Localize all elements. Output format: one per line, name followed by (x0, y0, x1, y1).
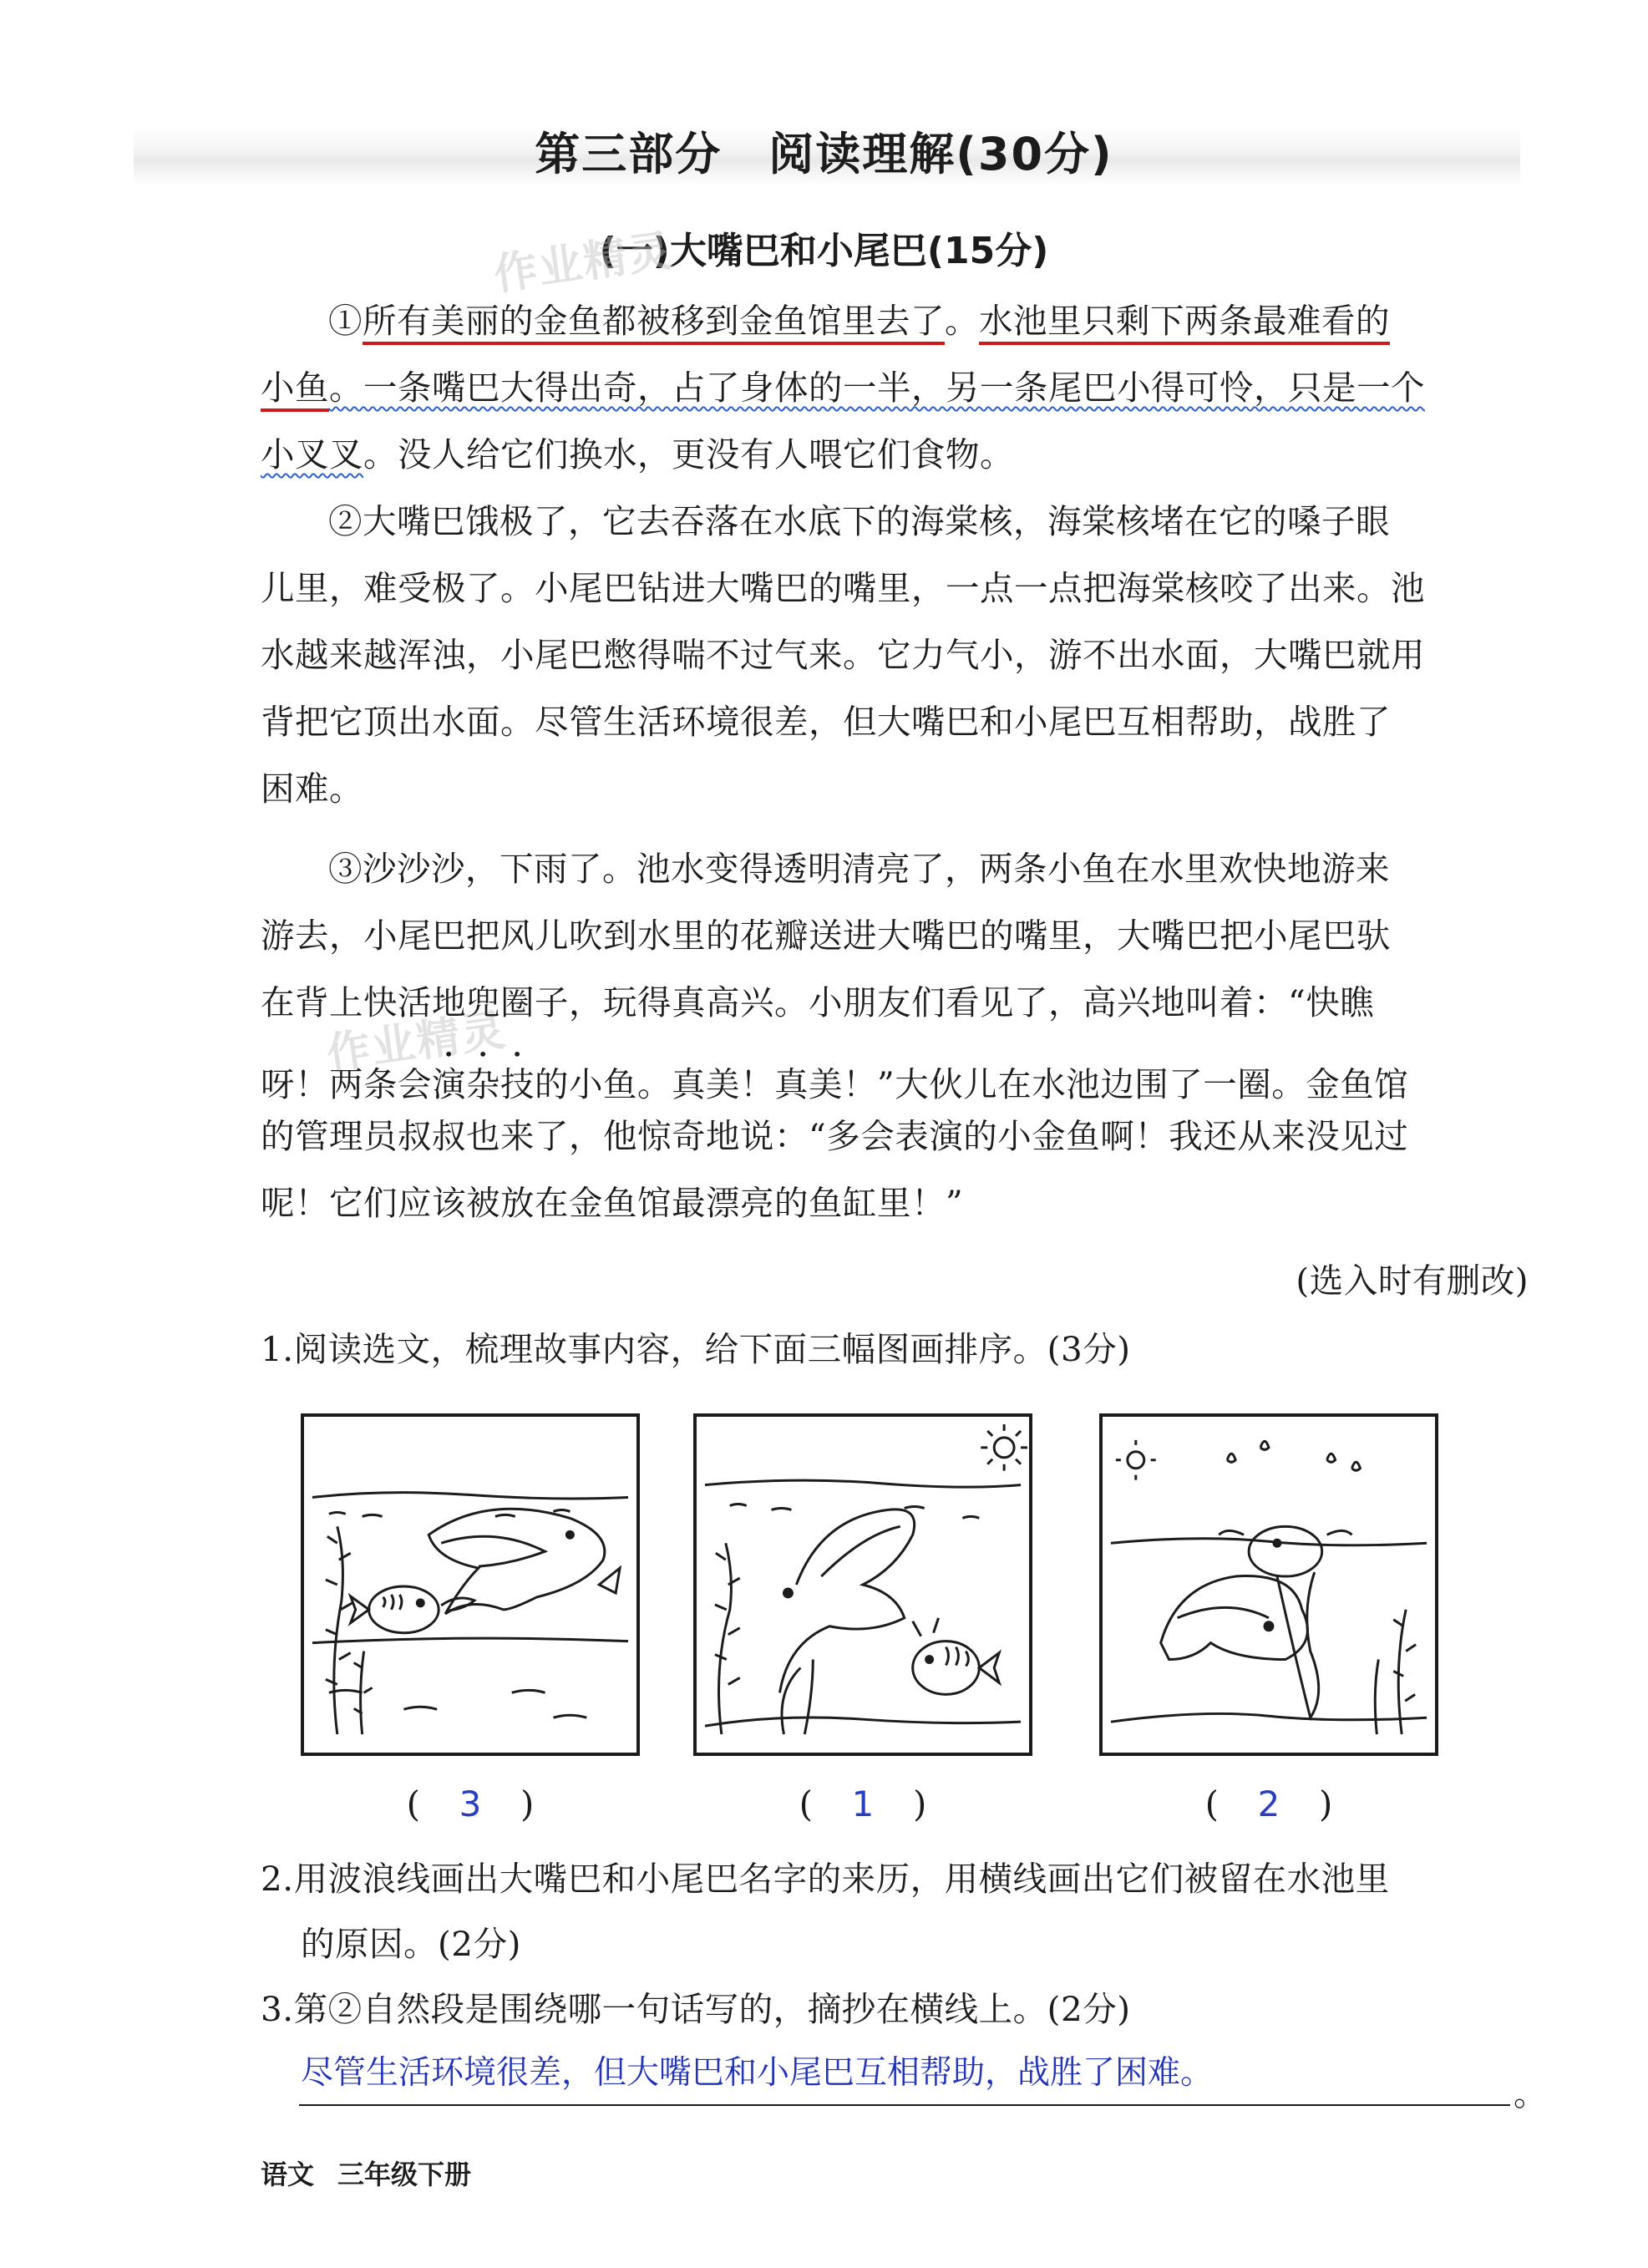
p3-line-2: 游去，小尾巴把风儿吹到水里的花瓣送进大嘴巴的嘴里，大嘴巴把小尾巴驮 (261, 916, 1391, 956)
p3-line-3: 在背上快活地兜圈子，玩得真高兴。小朋友们看见了，高兴地叫着：“快瞧 (261, 982, 1375, 1022)
p3-line-1: ③沙沙沙，下雨了。池水变得透明清亮了，两条小鱼在水里欢快地游来 (328, 849, 1390, 889)
section-title: 第三部分 阅读理解(30分) (535, 128, 1113, 180)
subject-label: 语文 (261, 2159, 315, 2190)
para-marker: ① (328, 301, 363, 341)
paren: ) (913, 1783, 927, 1824)
p1-line-1 (328, 296, 1598, 346)
page-footer (261, 2154, 471, 2195)
paren: ( (1204, 1783, 1219, 1824)
emphasis-dotted-text: 演杂技 (432, 1064, 535, 1104)
red-underlined-text: 小鱼 (261, 368, 329, 412)
answer-slot (370, 1779, 570, 1829)
p2-line-5: 困难。 (261, 769, 363, 809)
answer-slot (763, 1779, 963, 1829)
source-note: (选入时有删改) (1296, 1261, 1529, 1301)
red-underlined-text: 所有美丽的金鱼都被移到金鱼馆里去了 (363, 301, 945, 345)
question-1: 1.阅读选文，梳理故事内容，给下面三幅图画排序。(3分) (261, 1329, 1131, 1369)
paren: ) (520, 1783, 535, 1824)
wavy-underlined-text: 小叉叉 (261, 434, 363, 474)
p2-line-4: 背把它顶出水面。尽管生活环境很差，但大嘴巴和小尾巴互相帮助，战胜了 (261, 702, 1391, 742)
story-picture-2 (693, 1413, 1032, 1756)
paren: ( (406, 1783, 420, 1824)
p1-line-3 (261, 429, 1530, 479)
grade-label: 三年级下册 (337, 2159, 472, 2190)
p3-line-5: 的管理员叔叔也来了，他惊奇地说：“多会表演的小金鱼啊！我还从来没见过 (261, 1116, 1409, 1156)
text: 的小鱼。真美！真美！”大伙儿在水池边围了一圈。金鱼馆 (535, 1064, 1409, 1104)
watermark: 作业精灵 (490, 226, 677, 301)
punct: 。 (945, 301, 979, 341)
answer-number: 3 (459, 1783, 482, 1824)
p3-line-6: 呢！它们应该被放在金鱼馆最漂亮的鱼缸里！” (261, 1183, 964, 1223)
handwritten-answer: 尽管生活环境很差，但大嘴巴和小尾巴互相帮助，战胜了困难。 (301, 2054, 1214, 2092)
fish-illustration (1103, 1417, 1435, 1753)
period: 。 (1514, 2075, 1547, 2113)
question-2: 2.用波浪线画出大嘴巴和小尾巴名字的来历，用横线画出它们被留在水池里 (261, 1859, 1390, 1899)
paren: ) (1319, 1783, 1333, 1824)
answer-number: 1 (851, 1783, 875, 1824)
answer-number: 2 (1257, 1783, 1280, 1824)
answer-slot (1169, 1779, 1369, 1829)
p2-line-3: 水越来越浑浊，小尾巴憋得喘不过气来。它力气小，游不出水面，大嘴巴就用 (261, 635, 1425, 675)
watermark: 作业精灵 (323, 1005, 510, 1080)
text: 呀！两条会 (261, 1064, 432, 1104)
p1-line-2 (261, 363, 1530, 413)
red-underlined-text: 水池里只剩下两条最难看的 (979, 301, 1390, 345)
story-picture-1 (301, 1413, 640, 1756)
text: 。没人给它们换水，更没有人喂它们食物。 (363, 434, 1014, 474)
fish-illustration (697, 1417, 1029, 1753)
question-2-cont: 的原因。(2分) (301, 1924, 521, 1964)
p2-line-2: 儿里，难受极了。小尾巴钻进大嘴巴的嘴里，一点一点把海棠核咬了出来。池 (261, 568, 1425, 608)
fish-illustration (304, 1417, 636, 1753)
wavy-underlined-text: 。一条嘴巴大得出奇，占了身体的一半，另一条尾巴小得可怜，只是一个 (329, 368, 1425, 408)
p3-line-4 (261, 1044, 1530, 1109)
question-3: 3.第②自然段是围绕哪一句话写的，摘抄在横线上。(2分) (261, 1989, 1131, 2029)
passage-title: (一)大嘴巴和小尾巴(15分) (599, 230, 1049, 272)
paren: ( (799, 1783, 813, 1824)
story-picture-3 (1099, 1413, 1438, 1756)
answer-line (299, 2104, 1510, 2106)
p2-line-1: ②大嘴巴饿极了，它去吞落在水底下的海棠核，海棠核堵在它的嗓子眼 (328, 501, 1390, 541)
